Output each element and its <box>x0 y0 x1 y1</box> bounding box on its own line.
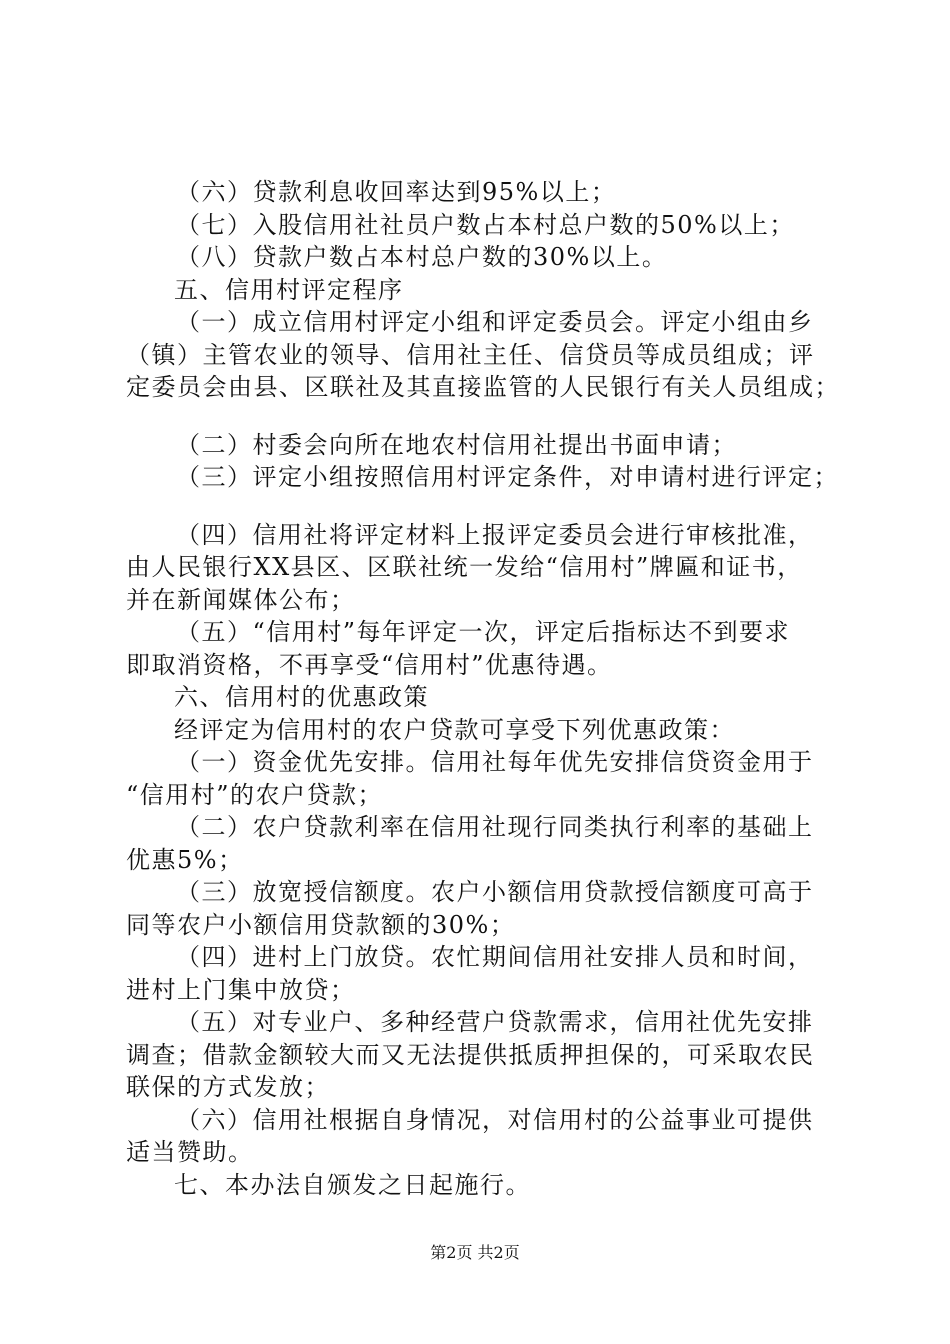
section-7-heading: 七、本办法自颁发之日起施行。 <box>174 1170 531 1199</box>
policy-4-line-1: （四）进村上门放贷。农忙期间信用社安排人员和时间， <box>176 943 814 971</box>
procedure-5-line-1: （五）“信用村”每年评定一次，评定后指标达不到要求 <box>176 618 791 646</box>
page-footer: 第2页 共2页 <box>430 1243 520 1262</box>
procedure-1-line-1: （一）成立信用村评定小组和评定委员会。评定小组由乡 <box>176 308 814 336</box>
procedure-4-line-3: 并在新闻媒体公布； <box>126 585 356 614</box>
procedure-4-line-2: 由人民银行XX县区、区联社统一发给“信用村”牌匾和证书， <box>126 553 803 581</box>
policy-6-line-1: （六）信用社根据自身情况，对信用村的公益事业可提供 <box>176 1105 814 1134</box>
section-6-intro: 经评定为信用村的农户贷款可享受下列优惠政策： <box>174 715 735 744</box>
policy-6-line-2: 适当赞助。 <box>126 1138 254 1166</box>
policy-1-line-1: （一）资金优先安排。信用社每年优先安排信贷资金用于 <box>176 748 814 776</box>
policy-5-line-3: 联保的方式发放； <box>126 1073 330 1101</box>
policy-3-line-2: 同等农户小额信用贷款额的30%； <box>126 910 516 939</box>
procedure-1-line-2: （镇）主管农业的领导、信用社主任、信贷员等成员组成；评 <box>126 340 815 369</box>
procedure-5-line-2: 即取消资格，不再享受“信用村”优惠待遇。 <box>126 650 613 679</box>
procedure-1-line-3: 定委员会由县、区联社及其直接监管的人民银行有关人员组成； <box>126 373 840 401</box>
procedure-3: （三）评定小组按照信用村评定条件，对申请村进行评定； <box>176 463 839 491</box>
clause-8-loan-households: （八）贷款户数占本村总户数的30%以上。 <box>176 243 668 271</box>
policy-3-line-1: （三）放宽授信额度。农户小额信用贷款授信额度可高于 <box>176 878 814 906</box>
policy-2-line-2: 优惠5%； <box>126 845 244 874</box>
clause-7-shareholder-ratio: （七）入股信用社社员户数占本村总户数的50%以上； <box>176 210 795 239</box>
policy-4-line-2: 进村上门集中放贷； <box>126 975 356 1004</box>
policy-5-line-1: （五）对专业户、多种经营户贷款需求，信用社优先安排 <box>176 1008 814 1036</box>
policy-5-line-2: 调查；借款金额较大而又无法提供抵质押担保的，可采取农民 <box>126 1040 815 1069</box>
section-5-heading: 五、信用村评定程序 <box>174 275 404 304</box>
section-6-heading: 六、信用村的优惠政策 <box>174 683 429 711</box>
clause-6-interest-recovery: （六）贷款利息收回率达到95%以上； <box>176 178 617 206</box>
policy-2-line-1: （二）农户贷款利率在信用社现行同类执行利率的基础上 <box>176 813 814 841</box>
procedure-4-line-1: （四）信用社将评定材料上报评定委员会进行审核批准， <box>176 520 814 549</box>
procedure-2: （二）村委会向所在地农村信用社提出书面申请； <box>176 430 737 459</box>
spacer <box>126 404 836 429</box>
policy-1-line-2: “信用村”的农户贷款； <box>126 780 384 809</box>
document-body <box>126 176 840 1201</box>
spacer <box>126 494 836 519</box>
